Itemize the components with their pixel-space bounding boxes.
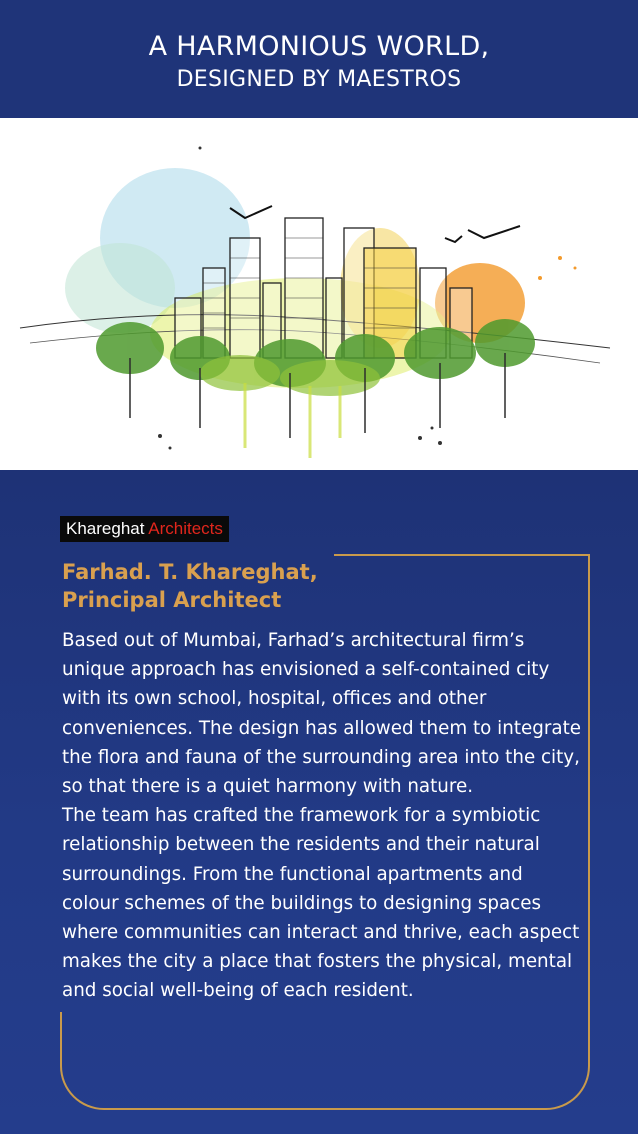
description-paragraph-1: Based out of Mumbai, Farhad’s architectural firm’s unique approach has envisioned a self-contained city with its own school, hospital, offices and other conveniences. The design has allowed them to integrate the flora and fauna of the surrounding area into the city, so that there is a quiet harmony with nature. (62, 630, 581, 798)
city-skyline-illustration (0, 118, 638, 470)
frame-line-bottom (60, 1012, 590, 1110)
architect-name-line1: Farhad. T. Khareghat, (62, 560, 318, 584)
skyline-drawing (0, 118, 638, 470)
logo-text-white: Khareghat (66, 519, 145, 538)
architect-title-line2: Principal Architect (62, 588, 282, 612)
logo-text-red: Architects (148, 519, 223, 538)
frame-line-top (334, 554, 590, 556)
header-banner (0, 0, 638, 118)
profile-description (62, 626, 584, 1006)
headline-line1: A HARMONIOUS WORLD, (148, 31, 490, 62)
architect-name (62, 558, 318, 614)
headline-line2: DESIGNED BY MAESTROS (176, 67, 462, 92)
description-paragraph-2: The team has crafted the framework for a symbiotic relationship between the residents and their natural surroundings. From the functional apartments and colour schemes of the buildings to designing spaces where communities can interact and thrive, each aspect makes the city a place that fosters the physical, mental and social well-being of each resident. (62, 805, 580, 1002)
frame-line-right (588, 554, 590, 1064)
khareghat-architects-logo (60, 516, 229, 542)
